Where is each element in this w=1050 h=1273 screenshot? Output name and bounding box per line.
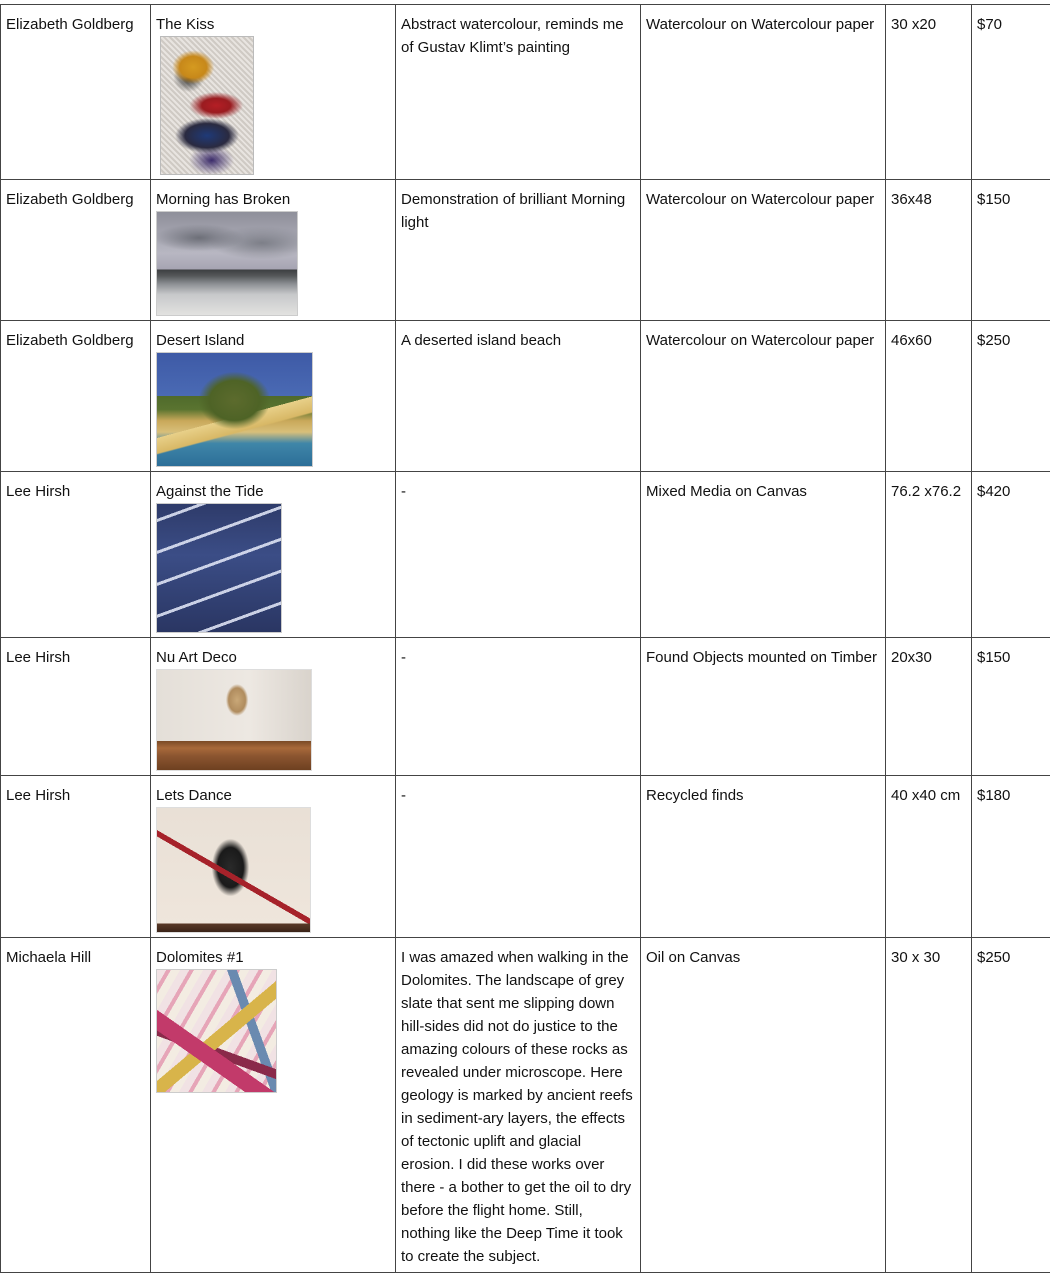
size-cell: 30 x20 (886, 5, 972, 180)
medium-cell: Mixed Media on Canvas (641, 472, 886, 638)
artwork-catalog-table (0, 4, 1050, 1273)
medium-cell: Watercolour on Watercolour paper (641, 5, 886, 180)
medium-cell: Found Objects mounted on Timber (641, 638, 886, 776)
table-row (1, 472, 1050, 638)
title-cell (151, 638, 396, 776)
artwork-title: Nu Art Deco (156, 646, 390, 669)
table-row (1, 776, 1050, 938)
artwork-image (160, 36, 254, 175)
size-cell: 46x60 (886, 321, 972, 472)
price-cell: $70 (972, 5, 1050, 180)
medium-cell: Watercolour on Watercolour paper (641, 180, 886, 321)
artist-cell: Elizabeth Goldberg (1, 5, 151, 180)
title-cell (151, 180, 396, 321)
artist-cell: Lee Hirsh (1, 638, 151, 776)
size-cell: 30 x 30 (886, 938, 972, 1273)
artwork-image (156, 807, 311, 933)
size-cell: 20x30 (886, 638, 972, 776)
size-cell: 76.2 x76.2 (886, 472, 972, 638)
title-cell (151, 5, 396, 180)
artist-cell: Lee Hirsh (1, 472, 151, 638)
title-cell (151, 472, 396, 638)
artwork-image (156, 969, 277, 1093)
price-cell: $420 (972, 472, 1050, 638)
description-cell: Abstract watercolour, reminds me of Gustav Klimt’s painting (396, 5, 641, 180)
description-cell: - (396, 638, 641, 776)
artwork-title: Dolomites #1 (156, 946, 390, 969)
artwork-title: Against the Tide (156, 480, 390, 503)
medium-cell: Recycled finds (641, 776, 886, 938)
price-cell: $250 (972, 321, 1050, 472)
table-row (1, 938, 1050, 1273)
artist-cell: Michaela Hill (1, 938, 151, 1273)
artwork-image (156, 352, 313, 467)
size-cell: 36x48 (886, 180, 972, 321)
description-cell: - (396, 472, 641, 638)
description-cell: A deserted island beach (396, 321, 641, 472)
price-cell: $180 (972, 776, 1050, 938)
title-cell (151, 321, 396, 472)
artwork-title: Lets Dance (156, 784, 390, 807)
table-row (1, 180, 1050, 321)
artwork-image (156, 503, 282, 633)
description-cell: - (396, 776, 641, 938)
table-row (1, 5, 1050, 180)
artwork-title: The Kiss (156, 13, 390, 36)
title-cell (151, 776, 396, 938)
medium-cell: Oil on Canvas (641, 938, 886, 1273)
price-cell: $250 (972, 938, 1050, 1273)
description-cell: I was amazed when walking in the Dolomites. The landscape of grey slate that sent me slipping down hill-sides did not do justice to the amazing colours of these rocks as revealed under microscope. Here geology is marked by ancient reefs in sediment-ary layers, the effects of tectonic uplift and glacial erosion. I did these works over there - a bother to get the oil to dry before the flight home. Still, nothing like the Deep Time it took to create the subject. (396, 938, 641, 1273)
medium-cell: Watercolour on Watercolour paper (641, 321, 886, 472)
title-cell (151, 938, 396, 1273)
artwork-title: Desert Island (156, 329, 390, 352)
artist-cell: Lee Hirsh (1, 776, 151, 938)
artist-cell: Elizabeth Goldberg (1, 321, 151, 472)
description-cell: Demonstration of brilliant Morning light (396, 180, 641, 321)
table-row (1, 638, 1050, 776)
size-cell: 40 x40 cm (886, 776, 972, 938)
price-cell: $150 (972, 638, 1050, 776)
artwork-image (156, 211, 298, 316)
table-row (1, 321, 1050, 472)
price-cell: $150 (972, 180, 1050, 321)
artwork-title: Morning has Broken (156, 188, 390, 211)
artist-cell: Elizabeth Goldberg (1, 180, 151, 321)
artwork-image (156, 669, 312, 771)
